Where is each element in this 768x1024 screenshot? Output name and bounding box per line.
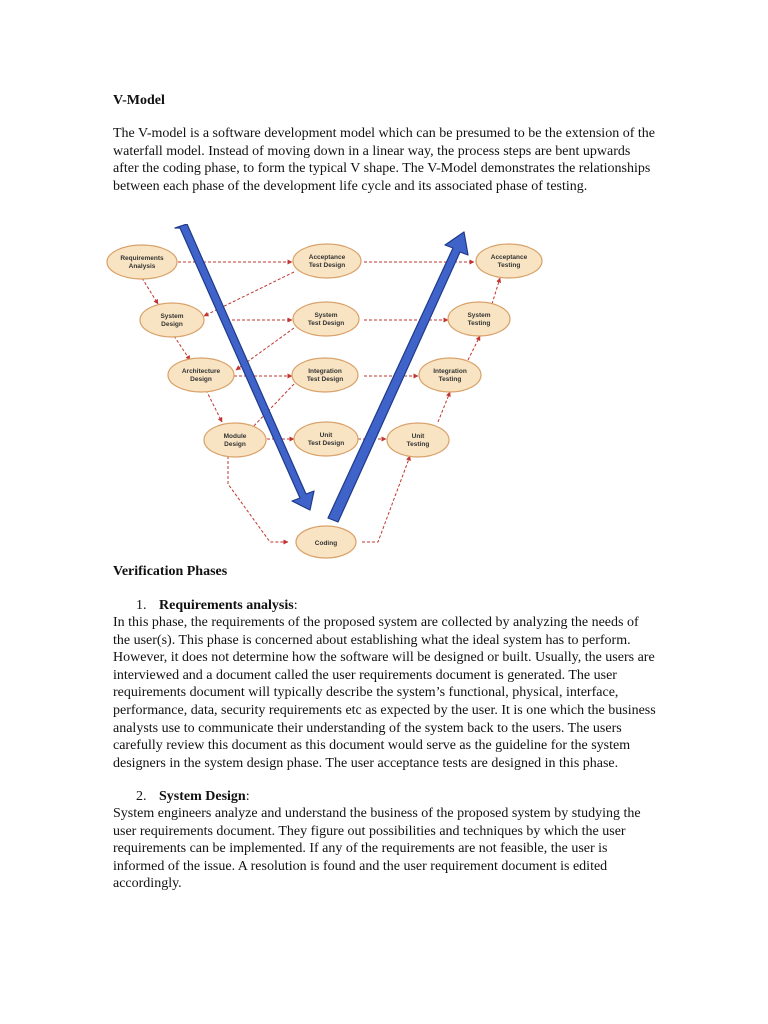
- svg-text:Acceptance: Acceptance: [490, 254, 528, 261]
- verification-phases-heading: Verification Phases: [113, 564, 228, 579]
- system-design-body: System engineers analyze and understand the business of the proposed system by studying the user requirements document. They figure out possibilities and techniques by which the user requirements can be implemented. If any of the requirements are not feasible, the user is informed of the issue. A resolution is found and the user requirement document is edited accordingly.: [113, 806, 641, 892]
- node-system-test-design: [293, 302, 359, 336]
- intro-paragraph: The V-model is a software development model which can be presumed to be the extension of the waterfall model. Instead of moving down in a linear way, the process steps are bent upwards after the coding phase, to form the typical V shape. The V-Model demonstrates the relationships between each phase of the development life cycle and its associated phase of testing.: [113, 126, 655, 194]
- node-integration-test-design: [292, 358, 358, 392]
- page-title: V-Model: [113, 93, 165, 108]
- diagram-nodes: [107, 244, 542, 558]
- svg-text:Analysis: Analysis: [128, 263, 156, 270]
- svg-text:Module: Module: [223, 433, 247, 440]
- svg-text:Design: Design: [190, 376, 212, 383]
- node-system-design: [140, 303, 204, 337]
- list-title: System Design: [159, 789, 246, 804]
- svg-text:System: System: [160, 313, 184, 320]
- svg-text:Design: Design: [224, 441, 246, 448]
- svg-text:Coding: Coding: [314, 540, 338, 547]
- list-title: Requirements analysis: [159, 598, 294, 613]
- svg-text:Testing: Testing: [438, 376, 462, 383]
- svg-text:System: System: [314, 312, 338, 319]
- svg-text:System: System: [467, 312, 491, 319]
- node-architecture-design: [168, 358, 234, 392]
- svg-text:Testing: Testing: [497, 262, 521, 269]
- svg-text:Testing: Testing: [406, 441, 430, 448]
- svg-text:Integration: Integration: [308, 368, 342, 375]
- list-colon: :: [293, 598, 298, 613]
- svg-text:Requirements: Requirements: [120, 255, 164, 262]
- list-item-requirements-analysis: [136, 597, 298, 615]
- node-integration-testing: [419, 358, 481, 392]
- svg-text:Test Design: Test Design: [308, 262, 346, 269]
- node-acceptance-test-design: [293, 244, 361, 278]
- node-module-design: [204, 423, 266, 457]
- svg-text:Test Design: Test Design: [307, 320, 345, 327]
- list-colon: :: [245, 789, 250, 804]
- node-unit-testing: [387, 423, 449, 457]
- requirements-analysis-body: In this phase, the requirements of the proposed system are collected by analyzing the needs of the user(s). This phase is concerned about establishing what the ideal system has to perform. However, it does not determine how the software will be designed or built. Usually, the users are interviewed and a document called the user requirements document is generated. The user requirements document will typically describe the system’s functional, physical, interface, performance, data, security requirements etc as expected by the user. It is one which the business analysts use to communicate their understanding of the system back to the users. The users carefully review this document as this document would serve as the guideline for the system designers in the system design phase. The user acceptance tests are designed in this phase.: [113, 615, 656, 771]
- svg-text:Integration: Integration: [433, 368, 467, 375]
- list-number: 2.: [136, 789, 147, 804]
- node-system-testing: [448, 302, 510, 336]
- svg-text:Unit: Unit: [411, 433, 425, 440]
- node-acceptance-testing: [476, 244, 542, 278]
- node-requirements-analysis: [107, 245, 177, 279]
- svg-text:Test Design: Test Design: [306, 376, 344, 383]
- svg-text:Design: Design: [161, 321, 183, 328]
- list-item-system-design: [136, 788, 250, 806]
- node-coding: [296, 526, 356, 558]
- svg-text:Acceptance: Acceptance: [308, 254, 346, 261]
- svg-text:Unit: Unit: [319, 432, 333, 439]
- node-unit-test-design: [294, 422, 358, 456]
- v-model-diagram: [100, 224, 550, 564]
- svg-text:Test Design: Test Design: [307, 440, 345, 447]
- svg-text:Testing: Testing: [467, 320, 491, 327]
- svg-text:Architecture: Architecture: [181, 368, 221, 375]
- list-number: 1.: [136, 598, 147, 613]
